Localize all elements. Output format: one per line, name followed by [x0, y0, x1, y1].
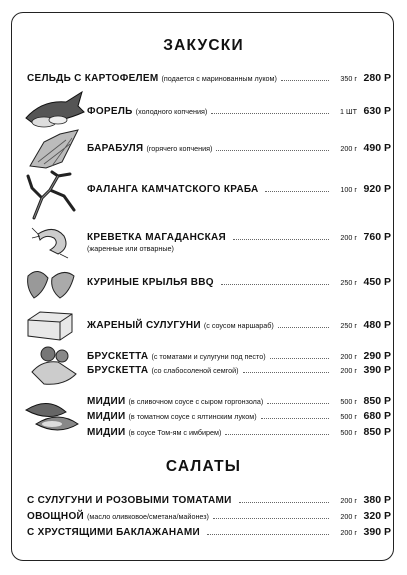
item-name: СЕЛЬДЬ С КАРТОФЕЛЕМ: [27, 73, 159, 84]
item-price: 450 Р: [363, 276, 391, 288]
item-note: (подается с маринованным луком): [161, 74, 277, 83]
item-name: КУРИНЫЕ КРЫЛЬЯ BBQ: [87, 277, 214, 288]
item-weight: 500 г: [340, 412, 357, 421]
mussels-illustration: [22, 394, 82, 438]
herring-illustration: [22, 88, 86, 132]
item-name: С ХРУСТЯЩИМИ БАКЛАЖАНАМИ: [27, 527, 201, 538]
item-price: 280 Р: [363, 72, 391, 84]
leader-dots: [243, 372, 330, 373]
section-title-salaty: САЛАТЫ: [165, 458, 242, 475]
leader-dots: [225, 434, 329, 435]
item-weight: 200 г: [340, 233, 357, 242]
item-note: (масло оливковое/сметана/майонез): [87, 512, 209, 521]
item-price: 480 Р: [363, 319, 391, 331]
item-price: 490 Р: [363, 142, 391, 154]
item-price: 390 Р: [363, 364, 391, 376]
section-title-zakuski: ЗАКУСКИ: [163, 37, 244, 54]
item-weight: 500 г: [340, 397, 357, 406]
item-price: 850 Р: [363, 426, 391, 438]
leader-dots: [281, 80, 329, 81]
item-name: ЖАРЕНЫЙ СУЛУГУНИ: [87, 320, 201, 331]
item-name: ФАЛАНГА КАМЧАТСКОГО КРАБА: [87, 184, 259, 195]
item-price: 390 Р: [363, 526, 391, 538]
item-price: 680 Р: [363, 410, 391, 422]
item-note: (горячего копчения): [146, 144, 213, 153]
menu-item-mussels-tomyam: [87, 426, 391, 438]
item-weight: 500 г: [340, 428, 357, 437]
menu-item-barabulya: [87, 142, 391, 154]
smoked-fish-illustration: [26, 128, 82, 170]
menu-item-salad-suluguni: [27, 494, 391, 506]
item-note: (в сливочном соусе с сыром горгонзола): [128, 397, 264, 406]
chicken-wings-illustration: [24, 266, 76, 302]
item-weight: 200 г: [340, 496, 357, 505]
item-note: (в соусе Том-ям с имбирем): [128, 428, 222, 437]
item-name: ФОРЕЛЬ: [87, 106, 133, 117]
menu-item-shrimp: [87, 231, 391, 243]
leader-dots: [267, 403, 329, 404]
item-weight: 200 г: [340, 366, 357, 375]
item-weight: 200 г: [340, 512, 357, 521]
item-weight: 100 г: [340, 185, 357, 194]
item-name: КРЕВЕТКА МАГАДАНСКАЯ: [87, 232, 227, 243]
item-subnote: (жаренные или отварные): [87, 244, 174, 253]
item-note: (с томатами и сулугуни под песто): [151, 352, 266, 361]
item-note: (в томатном соусе с ялтинским луком): [128, 412, 257, 421]
item-price: 760 Р: [363, 231, 391, 243]
leader-dots: [211, 113, 329, 114]
menu-item-mussels-gorgonzola: [87, 395, 391, 407]
item-weight: 200 г: [340, 528, 357, 537]
leader-dots: [221, 284, 329, 285]
item-name: БАРАБУЛЯ: [87, 143, 144, 154]
leader-dots: [213, 518, 329, 519]
item-price: 630 Р: [363, 105, 391, 117]
menu-item-crab: [87, 183, 391, 195]
crab-leg-illustration: [24, 170, 78, 222]
leader-dots: [278, 327, 329, 328]
menu-item-trout: [87, 105, 391, 117]
menu-item-suluguni: [87, 319, 391, 331]
leader-dots: [261, 418, 329, 419]
leader-dots: [207, 534, 329, 535]
menu-item-herring: [27, 72, 391, 84]
item-weight: 250 г: [340, 321, 357, 330]
item-note: (холодного копчения): [135, 107, 208, 116]
item-weight: 200 г: [340, 144, 357, 153]
item-price: 320 Р: [363, 510, 391, 522]
menu-item-mussels-tomato: [87, 410, 391, 422]
bruschetta-illustration: [28, 344, 80, 388]
item-weight: 350 г: [340, 74, 357, 83]
leader-dots: [265, 191, 329, 192]
item-price: 380 Р: [363, 494, 391, 506]
item-price: 920 Р: [363, 183, 391, 195]
item-name: ОВОЩНОЙ: [27, 511, 85, 522]
item-note: (со слабосоленой семгой): [151, 366, 239, 375]
item-name: С СУЛУГУНИ И РОЗОВЫМИ ТОМАТАМИ: [27, 495, 232, 506]
item-name: БРУСКЕТТА: [87, 365, 149, 376]
leader-dots: [270, 358, 329, 359]
menu-item-bruschetta-tomato: [87, 350, 391, 362]
menu-item-bruschetta-salmon: [87, 364, 391, 376]
leader-dots: [233, 239, 329, 240]
menu-item-salad-vegetable: [27, 510, 391, 522]
leader-dots: [216, 150, 329, 151]
cheese-illustration: [24, 306, 76, 342]
item-name: БРУСКЕТТА: [87, 351, 149, 362]
item-name: МИДИИ: [87, 427, 126, 438]
item-price: 290 Р: [363, 350, 391, 362]
leader-dots: [239, 502, 329, 503]
item-weight: 1 ШТ: [340, 107, 357, 116]
item-note: (с соусом наршараб): [203, 321, 274, 330]
menu-item-wings: [87, 276, 391, 288]
item-name: МИДИИ: [87, 396, 126, 407]
item-name: МИДИИ: [87, 411, 126, 422]
item-weight: 200 г: [340, 352, 357, 361]
item-price: 850 Р: [363, 395, 391, 407]
item-weight: 250 г: [340, 278, 357, 287]
menu-item-salad-eggplant: [27, 526, 391, 538]
shrimp-illustration: [30, 224, 74, 260]
